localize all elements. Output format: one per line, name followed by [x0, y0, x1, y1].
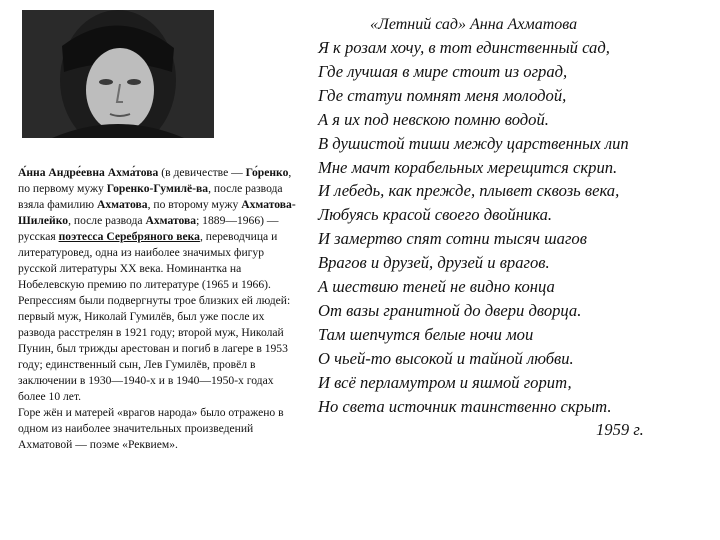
poem-line: И всё перламутром и яшмой горит, — [318, 372, 572, 392]
bio-maiden-name: Го́ренко — [245, 166, 289, 179]
bio-text: , после развода — [68, 214, 146, 227]
poem-line: И лебедь, как прежде, плывет сквозь века, — [318, 181, 620, 201]
bio-second-husband-surname: Ахматова-Шилейко — [18, 198, 296, 227]
bio-paragraph-2: Репрессиям были подвергнуты трое близких ей людей: первый муж, Николай Гумилёв, был уже после их развода расстрелян в 1921 году; второй муж, Николай Пунин, был трижды арестован и погиб в лагере в 1953 году; единственный сын, Лев Гумилёв, провёл в заключении в 1930—1940-х и в 1940—1950-х годах более 10 лет. — [18, 294, 291, 403]
portrait-photo — [22, 10, 214, 138]
poem-line: Где статуи помнят меня молодой, — [318, 85, 567, 105]
poem-year: 1959 г. — [596, 419, 644, 439]
poem-line: А шествию теней не видно конца — [318, 277, 555, 297]
poem-line: Я к розам хочу, в тот единственный сад, — [318, 38, 610, 57]
bio-paragraph-3: Горе жён и матерей «врагов народа» было отражено в одном из наиболее значительных произведений Ахматовой — поэме «Реквием». — [18, 406, 284, 451]
poem-line: Врагов и друзей, друзей и врагов. — [318, 253, 550, 273]
poem-line: От вазы гранитной до двери дворца. — [318, 300, 582, 320]
poem-line: Где лучшая в мире стоит из оград, — [318, 61, 568, 81]
bio-name: А́нна Андре́евна Ахма́това — [18, 166, 159, 179]
bio-text: , после развода взяла фамилию — [18, 182, 283, 211]
biography — [18, 165, 304, 453]
poem-line: И замертво спят сотни тысяч шагов — [318, 229, 587, 249]
poem-line: А я их под невскою помню водой. — [318, 109, 549, 129]
bio-paragraph-1 — [18, 165, 304, 293]
poem-title: «Летний сад» Анна Ахматова — [370, 16, 578, 33]
bio-text: ; 1889—1966) — русская — [18, 214, 279, 243]
bio-text: , переводчица и литературовед, одна из наиболее значимых фигур русской литературы XX века. Номинантка на Нобелевскую премию по литературе (1965 и 1966). — [18, 230, 278, 291]
bio-text: (в девичестве — — [158, 166, 246, 179]
bio-surname: Ахматова — [96, 198, 148, 211]
poem-line: Там шепчутся белые ночи мои — [318, 324, 534, 344]
poem-line: Но света источник таинственно скрыт. — [318, 396, 612, 416]
bio-first-husband-surname: Горенко-Гумилё-ва — [106, 182, 209, 195]
bio-text: , по первому мужу — [18, 166, 292, 195]
bio-surname: Ахматова — [145, 214, 197, 227]
poem — [318, 14, 718, 441]
poem-line: О чьей-то высокой и тайной любви. — [318, 348, 574, 368]
poem-line: В душистой тиши между царственных лип — [318, 133, 629, 153]
poem-line: Мне мачт корабельных мерещится скрип. — [318, 157, 618, 177]
bio-text: , по второму мужу — [147, 198, 242, 211]
silver-age-link[interactable]: поэтесса Серебряного века — [58, 230, 200, 243]
poem-line: Любуясь красой своего двойника. — [318, 205, 553, 225]
poem-lines — [318, 36, 718, 419]
